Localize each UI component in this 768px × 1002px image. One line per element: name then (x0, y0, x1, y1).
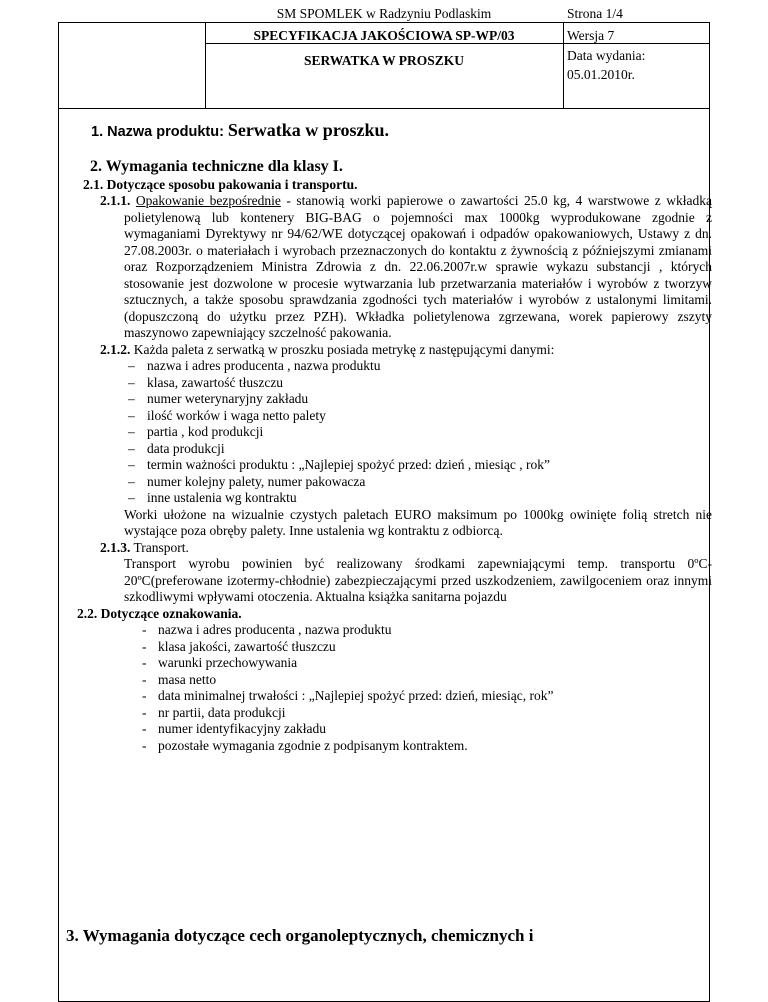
header-right (567, 6, 712, 85)
list-item: - pozostałe wymagania zgodnie z podpisanym kontraktem. (142, 738, 712, 755)
list-item: – data produkcji (128, 441, 712, 458)
list-item: – inne ustalenia wg kontraktu (128, 490, 712, 507)
list-item: - warunki przechowywania (142, 655, 712, 672)
list-item: - masa netto (142, 672, 712, 689)
list-item: – numer kolejny palety, numer pakowacza (128, 474, 712, 491)
section-2-2-title: 2.2. Dotyczące oznakowania. (77, 605, 242, 621)
product-name-label: 1. Nazwa produktu: (91, 124, 224, 140)
section-2-1-1-text: - stanowią worki papierowe o zawartości 25.0 kg, 4 warstwowe z wkładką polietylenową lub kontenery BIG-BAG o pojemności max 1000kg wyprodukowane zgodnie z wymaganiami Dyrektywy nr 94/62/WE dotyczącej opakowań i odpadów opakowaniowych, Ustawy z dn. 27.08.2003r. o materiałach i wyrobach przeznaczonych do kontaktu z żywnością z późniejszymi zmianami oraz Rozporządzeniem Ministra Zdrowia z dn. 22.06.2007r.w sprawie wykazu substancji , których stosowanie jest dozwolone w procesie wytwarzania lub przetwarzania materiałów i wyrobów z tworzyw sztucznych, a także sposobu sprawdzania zgodności tych materiałów i wyrobów z ustalonymi limitami. (dopuszczoną do użytku przez PZH). Wkładka polietylenowa zgrzewana, worek papierowy zszyty maszynowo zapewniający szczelność pakowania. (124, 193, 712, 340)
spec-title: SPECYFIKACJA JAKOŚCIOWA SP-WP/03 (253, 28, 515, 43)
company-name: SM SPOMLEK w Radzyniu Podlaskim (276, 6, 492, 21)
version: Wersja 7 (567, 28, 615, 43)
section-2-1-1 (100, 193, 712, 342)
section-2-1-3-number: 2.1.3. (100, 539, 131, 555)
issue-label: Data wydania: (567, 47, 646, 63)
section-2-1-3-text: Transport wyrobu powinien być realizowany środkami zapewniającymi temp. transportu 0ºC-20ºC(preferowane izotermy-chłodnie) zabezpieczającymi przed uszkodzeniem, zawilgoceniem oraz innymi szkodliwymi wpływami otoczenia. Aktualna książka sanitarna pojazdu (124, 556, 712, 604)
section-1 (91, 122, 712, 141)
section-2-1-3 (100, 539, 712, 557)
section-2-1-1-term: Opakowanie bezpośrednie (135, 193, 281, 208)
list-item: – partia , kod produkcji (128, 424, 712, 441)
list-item: - data minimalnej trwałości : „Najlepiej spożyć przed: dzień, miesiąc, rok” (142, 688, 712, 705)
section-2-1-3-title: Transport. (130, 539, 189, 555)
header-bottom-rule (58, 108, 710, 109)
page-number: Strona 1/4 (567, 6, 623, 21)
product-title: SERWATKA W PROSZKU (303, 53, 465, 68)
list-item: – ilość worków i waga netto palety (128, 408, 712, 425)
section-2-1-2-number: 2.1.2. (100, 341, 131, 357)
list-item: - nr partii, data produkcji (142, 705, 712, 722)
section-2-1-2-text: Każda paleta z serwatką w proszku posiada metrykę z następującymi danymi: (130, 341, 555, 357)
section-2-1-2 (100, 341, 712, 359)
section-2-title: 2. Wymagania techniczne dla klasy I. (90, 157, 343, 175)
list-item: – klasa, zawartość tłuszczu (128, 375, 712, 392)
list-item: – nazwa i adres producenta , nazwa produktu (128, 358, 712, 375)
list-item: – numer weterynaryjny zakładu (128, 391, 712, 408)
pallet-label-list (128, 358, 712, 507)
section-2-1-1-number: 2.1.1. (100, 193, 131, 208)
list-item: - numer identyfikacyjny zakładu (142, 721, 712, 738)
section-2-1-2-after: Worki ułożone na wizualnie czystych paletach EURO maksimum po 1000kg owinięte folią stretch nie wystające poza obręby palety. Inne ustalenia wg kontraktu z odbiorcą. (124, 506, 712, 538)
section-2-1-title: 2.1. Dotyczące sposobu pakowania i transportu. (83, 176, 358, 192)
issue-date: 05.01.2010r. (567, 67, 635, 82)
header-divider-right (563, 22, 564, 108)
header-center (205, 6, 563, 70)
product-name-value: Serwatka w proszku. (227, 120, 389, 140)
list-item: – termin ważności produktu : „Najlepiej spożyć przed: dzień , miesiąc , rok” (128, 457, 712, 474)
labeling-list (142, 622, 712, 754)
list-item: - nazwa i adres producenta , nazwa produktu (142, 622, 712, 639)
list-item: - klasa jakości, zawartość tłuszczu (142, 639, 712, 656)
section-3-title: 3. Wymagania dotyczące cech organoleptycznych, chemicznych i (66, 926, 534, 945)
document-body (66, 122, 712, 754)
